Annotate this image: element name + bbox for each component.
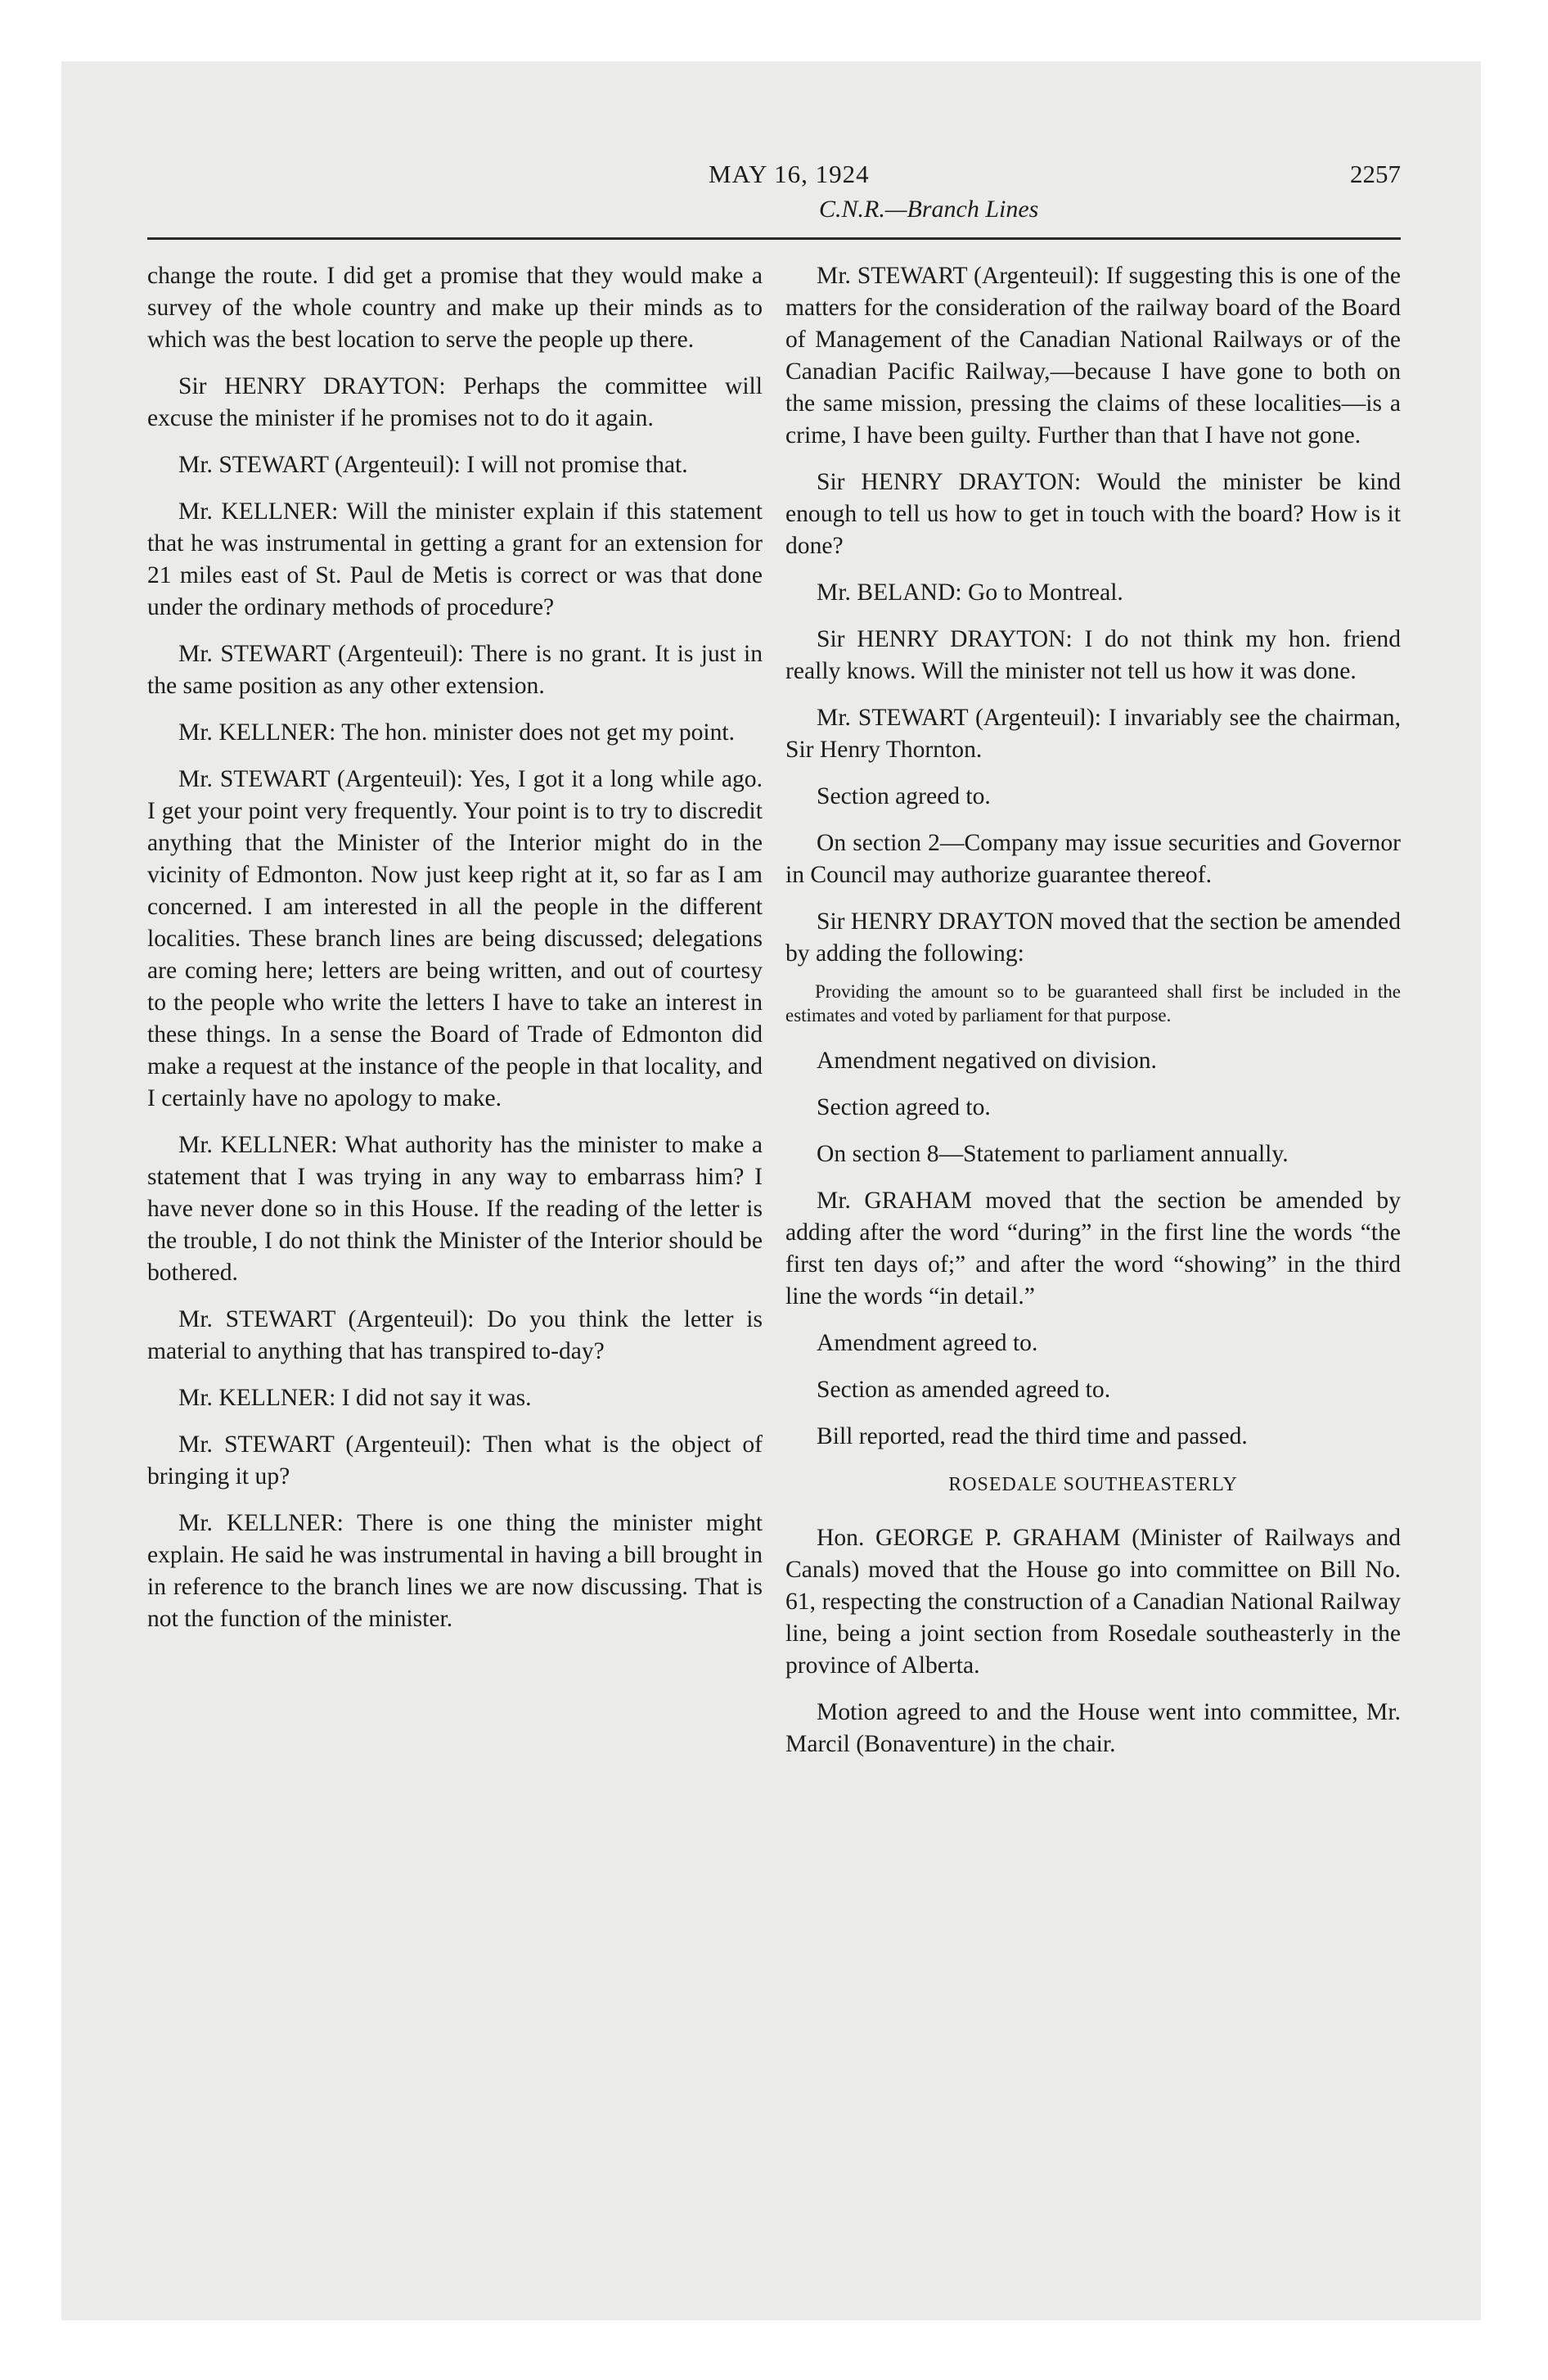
paragraph: Mr. STEWART (Argenteuil): There is no grant. It is just in the same position as any other extension. xyxy=(147,641,763,699)
paragraph: Section agreed to. xyxy=(817,1094,991,1120)
paragraph: Mr. STEWART (Argenteuil): I invariably see the chairman, Sir Henry Thornton. xyxy=(785,705,1401,763)
paragraph: Motion agreed to and the House went into committee, Mr. Marcil (Bonaventure) in the chair. xyxy=(785,1699,1401,1757)
paragraph: Hon. GEORGE P. GRAHAM (Minister of Railways and Canals) moved that the House go into committee on Bill No. 61, respecting the construction of a Canadian National Railway line, being a joint section from Rosedale southeasterly in the province of Alberta. xyxy=(785,1525,1401,1679)
page-header xyxy=(147,160,1401,225)
paragraph: Mr. GRAHAM moved that the section be amended by adding after the word “during” in the first line the words “the first ten days of;” and after the word “showing” in the third line the words “in detail.” xyxy=(785,1188,1401,1309)
left-column xyxy=(147,260,763,1650)
paragraph: Amendment negatived on division. xyxy=(817,1048,1157,1074)
paragraph: Sir HENRY DRAYTON: I do not think my hon. friend really knows. Will the minister not tell us how it was done. xyxy=(785,626,1401,684)
paragraph: Mr. STEWART (Argenteuil): Yes, I got it a long while ago. I get your point very frequently. Your point is to try to discredit anything that the Minister of the Interior might do in the vicinity of Edmonton. Now just keep right at it, so far as I am concerned. I am interested in all the people in the different localities. These branch lines are being discussed; delegations are coming here; letters are being written, and out of courtesy to the people who write the letters I have to take an interest in these things. In a sense the Board of Trade of Edmonton did make a request at the instance of the people in that locality, and I certainly have no apology to make. xyxy=(147,766,763,1111)
header-date: MAY 16, 1924 xyxy=(709,160,870,188)
paragraph: Mr. KELLNER: There is one thing the minister might explain. He said he was instrumental in having a bill brought in in reference to the branch lines we are now discussing. That is not the function of the minister. xyxy=(147,1510,763,1632)
paragraph: Bill reported, read the third time and passed. xyxy=(817,1423,1248,1449)
paragraph: Sir HENRY DRAYTON: Would the minister be kind enough to tell us how to get in touch with the board? How is it done? xyxy=(785,469,1401,559)
paragraph: Section agreed to. xyxy=(817,783,991,809)
paragraph: Mr. KELLNER: The hon. minister does not get my point. xyxy=(178,719,736,746)
header-rule xyxy=(147,237,1401,240)
paragraph: Sir HENRY DRAYTON moved that the section be amended by adding the following: xyxy=(785,908,1401,967)
paragraph: Sir HENRY DRAYTON: Perhaps the committee will excuse the minister if he promises not to do it again. xyxy=(147,373,763,431)
paragraph: On section 8—Statement to parliament annually. xyxy=(817,1141,1289,1167)
paragraph: Mr. STEWART (Argenteuil): I will not promise that. xyxy=(178,452,688,478)
right-column xyxy=(785,260,1401,1775)
amendment-quote: Providing the amount so to be guaranteed shall first be included in the estimates and voted by parliament for that purpose. xyxy=(785,981,1401,1025)
paragraph: Mr. STEWART (Argenteuil): If suggesting this is one of the matters for the consideration of the railway board of the Board of Management of the Canadian National Railways or of the Canadian Pacific Railway,—because I have gone to both on the same mission, pressing the claims of these localities—is a crime, I have been guilty. Further than that I have not gone. xyxy=(785,263,1401,449)
paragraph: Mr. KELLNER: I did not say it was. xyxy=(178,1385,532,1411)
paragraph: change the route. I did get a promise that they would make a survey of the whole country and make up their minds as to which was the best location to serve the people up there. xyxy=(147,263,763,353)
paragraph: Mr. BELAND: Go to Montreal. xyxy=(817,579,1123,606)
section-heading: ROSEDALE SOUTHEASTERLY xyxy=(948,1474,1238,1495)
paragraph: Amendment agreed to. xyxy=(817,1330,1038,1356)
paragraph: Mr. KELLNER: Will the minister explain if this statement that he was instrumental in getting a grant for an extension for 21 miles east of St. Paul de Metis is correct or was that done under the ordinary methods of procedure? xyxy=(147,498,763,620)
paragraph: Mr. KELLNER: What authority has the minister to make a statement that I was trying in any way to embarrass him? I have never done so in this House. If the reading of the letter is the trouble, I do not think the Minister of the Interior should be bothered. xyxy=(147,1132,763,1286)
paragraph: Mr. STEWART (Argenteuil): Do you think the letter is material to anything that has transpired to-day? xyxy=(147,1306,763,1364)
paragraph: Section as amended agreed to. xyxy=(817,1377,1111,1403)
paragraph: On section 2—Company may issue securities and Governor in Council may authorize guarantee thereof. xyxy=(785,830,1401,888)
paragraph: Mr. STEWART (Argenteuil): Then what is the object of bringing it up? xyxy=(147,1431,763,1490)
page-number: 2257 xyxy=(1350,160,1401,188)
running-section-title: C.N.R.—Branch Lines xyxy=(819,196,1039,223)
